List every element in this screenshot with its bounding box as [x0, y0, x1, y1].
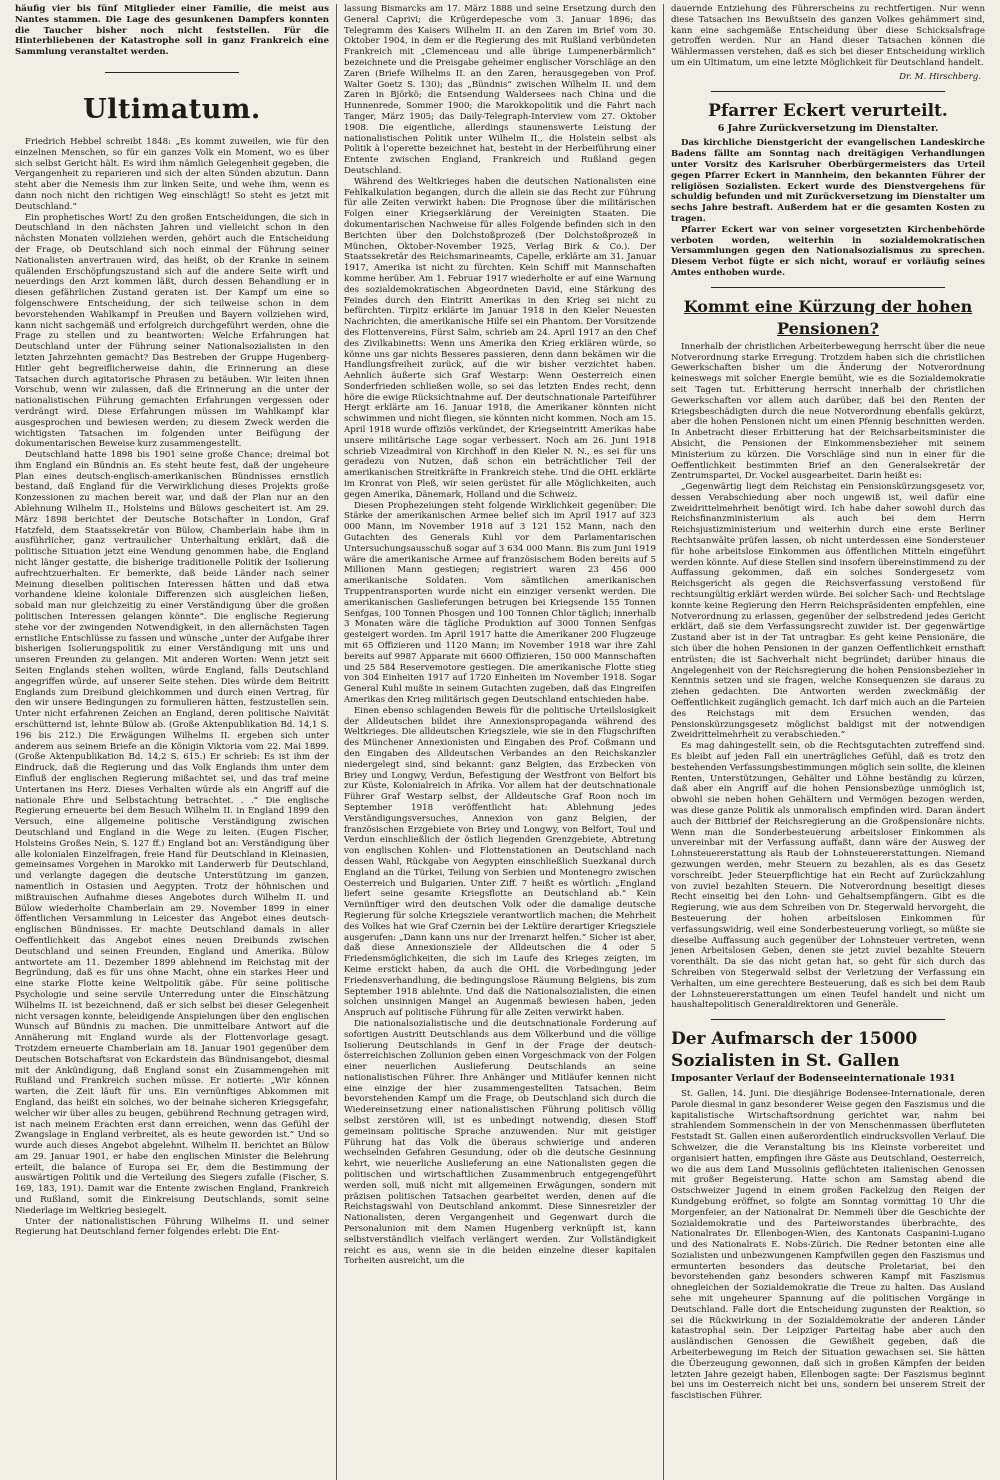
article-paragraph: Einen ebenso schlagenden Beweis für die politische Urteilslosigkeit der Alldeutschen bildet ihre Annexionspropaganda während des Weltkrieges. Die alldeutschen Kriegsziele, wie sie in den Flugschriften des Münchener Annexionisten und Eingaben des Prof. Coßmann und den Eingaben des Alldeutschen Verbandes an den Reichskanzler niedergelegt sind, sind bekannt: ganz Belgien, das Erzbecken von Briey und Longwy, Verdun, Befestigung der Westfront von Belfort bis zur Küste, Kolonialreich in Afrika. Vor allem hat der deutschnationale Führer Graf Westarp selbst, der Alldeutsche Graf Roon noch im September 1918 veröffentlicht hat: Ablehnung jedes Verständigungsversuches, Annexion von ganz Belgien, der französischen Erzgebiete von Briey und Longwy, von Belfort, Toul und Verdun einschließlich der östlich liegenden Grenzgebiete, Abtretung von englischen Kohlen- und Flottenstationen an Deutschland nach dessen Wahl, Rückgabe von Aegypten einschließlich Suezkanal durch England an die Türkei, Teilung von Serbien und Montenegro zwischen Oesterreich und Bulgarien. Unter Ziff. 7 heißt es wörtlich: „England liefert seine gesamte Kriegsflotte an Deutschland ab.“ Kein Vernünftiger wird den deutschen Volk oder die damalige deutsche Regierung für solche Kriegsziele verantwortlich machen; die Mehrheit des Volkes hat wie Graf Czernin bei der Lektüre derartiger Kriegsziele ausgerufen: „Dann kann uns nur der Irrenarzt helfen.“ Sicher ist aber, daß diese Annexionsziele der Alldeutschen die 4 oder 5 Friedensmöglichkeiten, die sich im Laufe des Krieges zeigten, im Keime erstickt haben, da auch die OHL die Vorbedingung jeder Friedensverhandlung, die bedingungslose Räumung Belgiens, bis zum September 1918 ablehnte. Und daß die Nationalsozialisten, die einen solchen unsinnigen Mangel an Augenmaß bewiesen haben, jeden Anspruch auf politische Führung für alle Zeiten verwirkt haben.	[344, 705, 656, 1019]
article-paragraph: „Gegenwärtig liegt dem Reichstag ein Pensionskürzungsgesetz vor, dessen Verabschiedung aber noch ungewiß ist, weil dafür eine Zweidrittelmehrheit benötigt wird. Ich habe daher sowohl durch das Reichsfinanzministerium als auch bei dem Herrn Reichsjustizministerium und weiterhin durch eine erste Berliner Rechtsanwälte prüfen lassen, ob nicht unterdessen eine Sondersteuer für hohe arbeitslose Einkommen aus öffentlichen Mitteln eingeführt werden könnte. Auf diese Stellen sind insofern übereinstimmend zu der Auffassung gekommen, daß ein solches Sondergesetz vom Reichsgericht als gegen die Reichsverfassung verstoßend für rechtsungültig erklärt werden würde. Bei solcher Sach- und Rechtslage konnte keine Regierung den Herrn Reichspräsidenten empfehlen, eine Notverordnung zu erlassen, gegenüber der selbstredend jedes Gericht erklärt, daß sie dem Verfassungsrecht zuwider ist. Der gegenwärtige Zustand aber ist in der Tat untragbar. Es geht keine Pensionäre, die sich über die hohen Pensionen in der ganzen Oeffentlichkeit ernsthaft entrüsten; die ist Sachverhalt nicht begründet; darüber hinaus die Angelegenheit von der Reichsregierung die hohen Pensionsbezieher in Kenntnis setzen und sie fragen, welche Konsequenzen sie daraus zu ziehen gedachten. Die Antworten werden zweckmäßig der Oeffentlichkeit zugänglich gemacht. Ich darf mich auch an die Parteien des Reichstags mit dem Ersuchen wenden, das Pensionskürzungsgesetz möglichst baldigst mit der notwendigen Zweidrittelmehrheit zu verabschieden.“	[671, 482, 985, 741]
article-paragraph: Pfarrer Eckert war von seiner vorgesetzten Kirchenbehörde verboten worden, weiterhin in sozialdemokratischen Versammlungen gegen den Nationalsozialismus zu sprechen. Diesem Verbot fügte er sich nicht, worauf er vorläufig seines Amtes enthoben wurde.	[671, 224, 985, 278]
right-column	[664, 4, 992, 1480]
left-column	[8, 4, 336, 1480]
author-signature: Dr. M. Hirschberg.	[899, 71, 981, 82]
headline-pensionen: Kommt eine Kürzung der hohen Pensionen?	[683, 296, 973, 338]
divider	[711, 91, 945, 92]
middle-column	[336, 4, 664, 1480]
divider	[711, 287, 945, 288]
article-paragraph: Die nationalsozialistische und die deutschnationale Forderung auf sofortigen Austritt Deutschlands aus dem Völkerbund und die völlige Isolierung Deutschlands in Genf in der Frage der deutsch-österreichischen Zollunion geben einen Vorgeschmack von der Folgen einer neuerlichen Auslieferung Deutschlands an seine nationalistischen Führer. Ihre Anhänger und Mitläufer kennen nicht eine einzige der hier zusammengestellten Tatsachen. Beim bevorstehenden Kampf um die Frage, ob Deutschland sich durch die Wiedereinsetzung einer nationalistischen Führung politisch völlig selbst zerstören will, ist es unbedingt notwendig, diesen Stoff gemeinsam politische Sprache anzuwenden. Nur mit geistiger Führung hat das Volk die überaus schwierige und anderen wechselnden Gefahren Gesundung, oder ob die deutsche Gesinnung kehrt, wie neuerliche Auslieferung an eine Nationalisten gegen die politischen und wirtschaftlichen Zusammenbruch entgegengeführt werden soll, muß nicht mit allgemeinen Erwägungen, sondern mit präzisen politischen Tatsachen gearbeitet werden, denen auf die Reichstagswahl von Deutschland ankommt. Diese Sinnesreizler der Nationalisten, deren Vergangenheit und Gegenwart durch die Personalunion mit dem Namen Hugenberg verknüpft ist, kann selbstverständlich vielfach verlängert werden. Zur Vollständigkeit reicht es aus, wenn sie in die beiden einzelne dieser kapitalen Torheiten ausreicht, um die	[344, 1018, 656, 1267]
headline-ultimatum: Ultimatum.	[83, 93, 261, 125]
article-paragraph: Das kirchliche Dienstgericht der evangelischen Landeskirche Badens fällte am Sonntag nach dreitägigen Verhandlungen unter Vorsitz des Karlsruher Oberbürgermeisters das Urteil gegen Pfarrer Eckert in Mannheim, den bekannten Führer der religiösen Sozialisten. Eckert wurde des Dienstvergehens für schuldig befunden und mit Zurückversetzung im Dienstalter um sechs Jahre bestraft. Außerdem hat er die gesamten Kosten zu tragen.	[671, 138, 985, 224]
subheadline-eckert: 6 Jahre Zurückversetzung im Dienstalter.	[717, 122, 939, 134]
article-paragraph: Innerhalb der christlichen Arbeiterbewegung herrscht über die neue Notverordnung starke Erregung. Trotzdem haben sich die christlichen Gewerkschaften bisher um die Änderung der Notverordnung keineswegs mit solcher Energie bemüht, wie es die Sozialdemokratie seit Tagen tut. Erbitterung herrscht innerhalb der christlichen Gewerkschaften vor allem auch darüber, daß bei den Renten der Kriegsbeschädigten durch die neue Notverordnung ebenfalls gekürzt, aber die hohen Pensionen nicht um einen Pfennig beschnitten werden. In Anbetracht dieser Erbitterung hat der Reichsarbeitsminister die Absicht, die Pensionen der Einkommensbezieher mit seinem Ministerium zu kürzen. Die Vorschläge sind nun in einer für die Oeffentlichkeit bestimmten Brief an den Generalsekretär der Zentrumspartei, Dr. Vockel ausgearbeitet. Darin heißt es:	[671, 341, 985, 482]
article-paragraph: lassung Bismarcks am 17. März 1888 und seine Ersetzung durch den General Caprivi; die Krügerdepesche vom 3. Januar 1896; das Telegramm des Kaisers Wilhelm II. an den Zaren im Brief vom 30. Oktober 1904, in dem er die Regierung des mit Rußland verbündeten Frankreich mit „Clemenceau und alle übrige Lumpenerbärmlich“ bezeichnete und die Preisgabe geheimer englischer Vorschläge an den Zaren (Briefe Wilhelms II. an den Zaren, herausgegeben von Prof. Walter Goetz S. 130); das „Bündnis“ zwischen Wilhelm II. und dem Zaren in Björkö; die Entsendung Waldersees nach China und die Hunnenrede, Sommer 1900; die Marokkopolitik und die Fahrt nach Tanger, März 1905; das Daily-Telegraph-Interview vom 27. Oktober 1908. Die eigentliche, allerdings staunenswerte Leistung der nationalistischen Politik unter Wilhelm II., die Holstein selbst als Politik à l’operette bezeichnet hat, besteht in der Herbeiführung einer Entente zwischen England, Frankreich und Rußland gegen Deutschland.	[344, 4, 656, 176]
article-paragraph: Es mag dahingestellt sein, ob die Rechtsgutachten zutreffend sind. Es bleibt auf jeden Fall ein unerträgliches Gefühl, daß es trotz den bestehenden Verfassungsbestimmungen möglich sein sollte, die kleinen Renten, Unterstützungen, Gehälter und Löhne beständig zu kürzen, daß aber ein Angriff auf die hohen Pensionsbezüge unmöglich ist, obwohl sie neben hohen Gehältern und Vermögen bezogen werden, was diese ganze Politik als unmoralisch empfinden wird. Daran ändert auch der Bittbrief der Reichsregierung an die Großpensionäre nichts. Wenn man die Sonderbesteuerung arbeitsloser Einkommen als unvereinbar mit der Verfassung auffaßt, dann wäre der Ausweg der Lohnsteuererstattung als Raub der Lohnsteuererstattungen. Niemand gezwungen werden, mehr Steuern zu bezahlen, als es das Gesetz vorschreibt. Jeder Steuerpflichtige hat ein Recht auf Zurückzahlung von zuviel bezahlten Steuern. Die Notverordnung beseitigt dieses Recht einseitig bei den Lohn- und Gehaltsempfängern. Gibt es die Regierung, wie aus dem Schreiben von Dr. Stegerwald hervorgeht, die Besteuerung der hohen arbeitslosen Einkommen für verfassungswidrig, weil eine Sonderbesteuerung vorliegt, so müßte sie dieselbe Auffassung auch gegenüber der Lohnsteuer vertreten, wenn jenen Arbeitslosen Geben, denen sie jetzt zuviel bezahlte Steuern vorenthält. Da sie das nicht getan hat, so geht für sich durch das Schreiben von Stegerwald selbst der Verletzung der Verfassung ein Verhalten, um eine gerechtere Besteuerung, daß es sich bei dem Raub der Lohnsteuererstattungen um einen Teufel handelt und nicht um haushaltepolitisch Generaldirektoren und Generäle.	[671, 741, 985, 1011]
headline-eckert: Pfarrer Eckert verurteilt.	[708, 100, 948, 121]
divider	[105, 72, 239, 73]
intro-paragraph: häufig vier bis fünf Mitglieder einer Familie, die meist aus Nantes stammen. Die Lage des gesunkenen Dampfers konnten die Taucher bisher noch nicht feststellen. Für die Hinterbliebenen der Katastrophe soll in ganz Frankreich eine Sammlung veranstaltet werden.	[15, 4, 329, 58]
article-paragraph: Friedrich Hebbel schreibt 1848: „Es kommt zuweilen, wie für den einzelnen Menschen, so für ein ganzes Volk ein Moment, wo es über sich selbst Gericht hält. Es wird ihm nämlich Gelegenheit gegeben, die Vergangenheit zu reparieren und sich der alten Sünden abzutun. Dann steht aber die Nemesis ihm zur linken Seite, und wehe ihm, wenn es dann noch nicht den richtigen Weg einschlägt! So steht es jetzt mit Deutschland.“	[15, 136, 329, 212]
article-paragraph: Unter der nationalistischen Führung Wilhelms II. und seiner Regierung hat Deutschland ferner folgendes erlebt: Die Ent-	[15, 1216, 329, 1238]
article-paragraph: Ein prophetisches Wort! Zu den großen Entscheidungen, die sich in Deutschland in den nächsten Jahren und vielleicht schon in den nächsten Monaten vollziehen werden, gehört auch die Entscheidung der Frage, ob Deutschland sich noch einmal der Führung seiner Nationalisten anvertrauen wird, das heißt, ob der Kranke in seinem quälenden Erschöpfungszustand sich auf die andere Seite wirft und neuerdings den Arzt kommen läßt, durch dessen Behandlung er in diesen gefährlichen Zustand geraten ist. Der Kampf um eine so folgenschwere Entscheidung, der sich teilweise schon in dem bevorstehenden Wahlkampf in Preußen und Bayern vollziehen wird, kann nicht sachgemäß und erfolgreich durchgeführt werden, ohne die Frage zu stellen und zu beantworten: Welche Erfahrungen hat Deutschland unter der Führung seiner Nationalsozialisten in den letzten Jahrzehnten gemacht? Das Bestreben der Gruppe Hugenberg-Hitler geht begreiflicherweise dahin, die Erinnerung an diese Tatsachen durch agitatorische Phrasen zu betäuben. Wir leiten ihnen Vorschub, wenn wir zulassen, daß die Erinnerung an die unter der nationalistischen Führung gemachten Erfahrungen vergessen oder verdrängt wird. Diese Erfahrungen müssen im Wahlkampf klar ausgesprochen und bewiesen werden; zu diesem Zweck werden die wichtigsten Tatsachen im folgenden unter Beifügung der dokumentarischen Beweise kurz zusammengestellt.	[15, 212, 329, 450]
divider	[711, 1019, 945, 1020]
column-layout	[8, 4, 992, 1480]
subheadline-st-gallen: Imposanter Verlauf der Bodenseeinternationale 1931	[671, 1073, 956, 1085]
article-paragraph: Deutschland hatte 1898 bis 1901 seine große Chance; dreimal bot ihm England ein Bündnis an. Es steht heute fest, daß der ungeheure Plan eines deutsch-englisch-amerikanischen Bündnisses ernstlich bestand, daß England für die Verwirklichung dieses Projekts große Konzessionen zu machen bereit war, und daß der Plan nur an den Ablehnung Wilhelm II., Holsteins und Bülows gescheitert ist. Am 29. März 1898 berichtet der Deutsche Botschafter in London, Graf Hatzfeld, dem Staatssekretär von Bülow, Chamberlain habe ihm in ausführlicher, ganz vertraulicher Unterhaltung erklärt, daß die politische Situation jetzt eine Wendung genommen habe, die England nicht länger gestatte, die bisherige traditionelle Politik der Isolierung aufrechtzuerhalten. Er bemerkte, daß beide Länder nach seiner Meinung dieselben politischen Interessen hätten und daß etwa vorhandene kleine koloniale Differenzen sich ausgleichen ließen, sobald man nur gleichzeitig zu einer Verständigung über die großen politischen Interessen gelangen könnte“. Die englische Regierung stehe vor der zwingenden Notwendigkeit, in den allernächsten Tagen ernstliche Entschlüsse zu fassen und wünsche „unter der Aufgabe ihrer bisherigen Isolierungspolitik zu einer Verständigung mit uns und unseren Freunden zu gelangen. Mit anderen Worten: Wenn jetzt seit Seiten Englands stehen wollten, würde England, falls Deutschland angegriffen würde, auf unserer Seite stehen. Dies würde dem Beitritt Englands zum Dreibund gleichkommen und durch einen Vertrag, für den wir unsere Bedingungen zu formulieren hätten, festzustellen sein. Unter nicht erfahrenen Zeichen an England, deren politische Naivität erschütternd ist, lehnte Bülow ab. (Große Aktenpublikation Bd. 14,1 S. 196 bis 212.) Die Erwägungen Wilhelms II. ergeben sich unter anderem aus seinem Briefe an die Königin Viktoria vom 22. Mai 1899. (Große Aktenpublikation Bd. 14,2 S. 615.) Er schrieb: Es ist ihm der Eindruck, daß die Regierung und das Volk Englands ihm unter dem Einfluß der englischen Regierung mißachtet sei, und das traf meine Untertanen ins Herz. Dieses Verhalten würde als ein Angriff auf die nationale Ehre und Selbstachtung betrachtet. . .“ Die englische Regierung erneuerte bei dem Besuch Wilhelm II. in England 1899 den Versuch, eine allgemeine politische Verständigung zwischen Deutschland und England in die Wege zu leiten. (Eugen Fischer, Holsteins Großes Nein, S. 127 ff.) England bot an: Verständigung über alle kolonialen Einzelfragen, freie Hand für Deutschland in Kleinasien, gemeinsames Vorgehen in Marokko mit Landerwerb für Deutschland, und verlangte dagegen die deutsche Unterstützung im ganzen, namentlich in Ostasien und Aegypten. Trotz der höhnischen und mißtrauischen Aufnahme dieses Angebotes durch Wilhelm II. und Bülow wiederholte Chamberlain am 29. November 1899 in einer öffentlichen Versammlung in Leicester das Angebot eines deutsch-englischen Bündnisses. Er machte Deutschland damals in aller Oeffentlichkeit das Angebot eines neuen Dreibunds zwischen Deutschland und seinen Freunden, England und Amerika. Bülow antwortete am 11. Dezember 1899 ablehnend im Reichstag mit der Begründung, daß es für uns ohne Macht, ohne ein starkes Heer und eine starke Flotte keine Weltpolitik gäbe. Für seine politische Psychologie und seine servile Unterredung unter die Einschätzung Wilhelms II. ist bezeichnend, daß er sich selbst bei dieser Gelegenheit nicht versagen konnte, beleidigende Anspielungen über den englischen Wunsch auf Bündnis zu machen. Die unmittelbare Antwort auf die Annäherung mit England wurde als der Flottenvorlage gesagt. Trotzdem erneuerte Chamberlain am 18. Januar 1901 gegenüber dem Deutschen Botschaftsrat von Eckardstein das Bündnisangebot, diesmal mit der Ankündigung, daß England sonst ein Zusammengehen mit Rußland und Frankreich suchen müsse. Er notierte: „Wir können warten, die Zeit läuft für uns. Ein vernünftiges Abkommen mit England, das heißt ein solches, wo der beinahe sicheren Kriegsgefahr, welcher wir über alles zu beugen, gebührend Rechnung getragen wird, ist nach meinem Erachten erst dann erreichen, wenn das Gefühl der Zwangslage in England verbreitet, als es heute geworden ist.“ Und so wurde auch dieses Angebot abgelehnt. Wilhelm II. berichtet an Bülow am 29. Januar 1901, er habe den englischen Minister die Belehrung erteilt, die balance of Europa sei Er, dem die Bestimmung der auswärtigen Politik und die Verteilung des Siegers zufalle (Fischer, S. 169, 183, 191). Damit war die Entente zwischen England, Frankreich und Rußland, somit die Einkreisung Deutschlands, somit seine Niederlage im Weltkrieg besiegelt.	[15, 450, 329, 1216]
article-paragraph: dauernde Entziehung des Führerscheins zu rechtfertigen. Nur wenn diese Tatsachen ins Bewußtsein des ganzen Volkes gehämmert sind, kann eine sachgemäße Entscheidung über diese Schicksalsfrage getroffen werden. Nur an Hand dieser Tatsachen können die Wählermassen verstehen, daß es sich bei dieser Entscheidung wirklich um ein Ultimatum, um eine letzte Möglichkeit für Deutschland handelt.	[671, 4, 985, 68]
article-paragraph: Während des Weltkrieges haben die deutschen Nationalisten eine Fehlkalkulation begangen, durch die allein sie das Recht zur Führung für alle Zeiten verwirkt haben: Die Prognose über die militärischen Folgen einer Kriegserklärung der Vereinigten Staaten. Die dokumentarischen Nachweise für alles Folgende befinden sich in den Berichten über den Dolchstoßprozeß (Der Dolchstoßprozeß in München, Oktober-November 1925, Verlag Birk & Co.). Der Staatssekretär des Reichsmarineamts, Capelle, erklärte am 31. Januar 1917, Amerika ist nicht zu fürchten. Kein Schiff mit Mannschaften komme herüber. Am 1. Februar 1917 wiederholte er auf eine Warnung des sozialdemokratischen Abgeordneten David, eine Stärkung des Feindes durch den Eintritt Amerikas in den Krieg sei nicht zu befürchten. Tirpitz erklärte im Januar 1918 in den Kieler Neuesten Nachrichten, die amerikanische Hilfe sei ein Phantom. Der Vorsitzende des Flottenvereins, Fürst Salm, schrieb am 24. April 1917 an den Chef des Zivilkabinetts: Wenn uns Amerika den Krieg erklären würde, so könne uns gar nichts Besseres passieren, denn dann bekämen wir die Handlungsfreiheit zurück, auf die wir bisher verzichtet haben. Aehnlich äußerte sich Graf Westarp: Wenn Oesterreich einen Sonderfrieden schließen wolle, so sei das letzten Endes recht, denn höre die ewige Rücksichtnahme auf. Der deutschnationale Parteiführer Hergt erklärte am 16. Januar 1918, die Amerikaner könnten nicht schwimmen und nicht fliegen, sie könnten nicht kommen. Noch am 15. April 1918 wurde offiziös verkündet, der Kriegseintritt Amerikas habe unsere militärische Lage sogar verbessert. Noch am 26. Juni 1918 schrieb Vizeadmiral von Kirchhoff in den Kieler N. N., es sei für uns geradezu von Nutzen, daß schon ein beträchtlicher Teil der amerikanischen Streitkräfte in Frankreich stehe. Und die OHL erklärte im Kronrat von Pleß, wir seien gerüstet für alle Möglichkeiten, auch gegen Amerika, Dänemark, Holland und die Schweiz.	[344, 176, 656, 500]
headline-st-gallen: Der Aufmarsch der 15000 Sozialisten in St. Gallen	[671, 1029, 918, 1072]
article-paragraph: St. Gallen, 14. Juni. Die diesjährige Bodensee-Internationale, deren Parole diesmal in ganz besonderer Weise gegen den Faszismus und die kapitalistische Wirtschaftsordnung gerichtet war, nahm bei strahlendem Sommenschein in der von Menschenmassen überfluteten Feststadt St. Gallen einen außerordentlich eindrucksvollen Verlauf. Die Schweizer, die die Veranstaltung bis ins Kleinste vorbereitet und organisiert hatten, empfingen ihre Gäste aus Deutschland, Oesterreich, wo die aus dem Land Mussolinis geflüchteten italienischen Genossen mit großer Begeisterung. Hatte schon am Samstag abend die Ostschweizer Jugend in einem großen Fackelzug den Reigen der Kundgebung eröffnet, so folgte am Sonntag vormittag 10 Uhr die Morgenfeier, an der Nationalrat Dr. Nemmeli über die Geschichte der Sozialdemokratie und des Parteiworstandes überbrachte, des Nationalrates Dr. Ellenbogen-Wien, des Kantonats Caspanini-Lugano und des Nationalrats E. Nobs-Zürich. Die Redner betonten eine alle Sozialisten und unbezwungenen Kampfwillen gegen den Faszismus und ermunterten besonders das deutsche Proletariat, bei den bevorstehenden ganz besonders schweren Kampf mit Faszismus ohnegleichen der Sozialdemokratie die Treue zu halten. Das Ausland sehe mit ungeheurer Spannung auf die politischen Vorgänge in Deutschland. Falle dort die Entscheidung zugunsten der Reaktion, so sei die Rückwirkung in der Sozialdemokratie der anderen Länder katastrophal sein. Der Leipziger Parteitag habe aber auch den ausländischen Genossen die Gewißheit gegeben, daß die Arbeiterbewegung im Reich der Situation gewachsen sei. Sie hätten die Überzeugung gewonnen, daß sich in großen Kämpfen der beiden letzten Jahre gezeigt haben, Ellenbogen sagte: Der Faszismus beginnt bei uns im Oesterreich nicht bei uns, sondern bei unserem Streit der fascistischen Führer.	[671, 1088, 985, 1402]
article-paragraph: Diesen Prophezeiungen steht folgende Wirklichkeit gegenüber: Die Stärke der amerikanischen Armee belief sich im April 1917 auf 323 000 Mann, im November 1918 auf 3 121 152 Mann, nach den Gutachten des Generals Kuhl vor dem Parlamentarischen Untersuchungsausschuß sogar auf 3 634 000 Mann. Bis zum Juni 1919 wäre die amerikanische Armee auf französischem Boden bereits auf 5 Millionen Mann gestiegen; registriert waren 23 456 000 amerikanische Soldaten. Vom sämtlichen amerikanischen Truppentransporten wurde nicht ein einziger versenkt werden. Die amerikanischen Gaslieferungen betrugen bei Kriegsende 155 Tonnen Senfgas, 100 Tonnen Phosgen und 100 Tonnen Chlor täglich; innerhalb 3 Monaten wäre die tägliche Produktion auf 3000 Tonnen Senfgas gesteigert worden. Im April 1917 hatte die Amerikaner 200 Flugzeuge mit 65 Offizieren und 1120 Mann; im November 1918 war ihre Zahl bereits auf 9987 Apparate mit 6600 Offizieren, 150 000 Mannschaften und 25 584 Reservemotore gestiegen. Die amerikanische Flotte stieg von 304 Einheiten 1917 auf 1720 Einheiten im November 1918. Sogar General Kuhl mußte in seinem Gutachten zugeben, daß das Eingreifen Amerikas den Krieg militärisch gegen Deutschland entschieden habe.	[344, 500, 656, 705]
